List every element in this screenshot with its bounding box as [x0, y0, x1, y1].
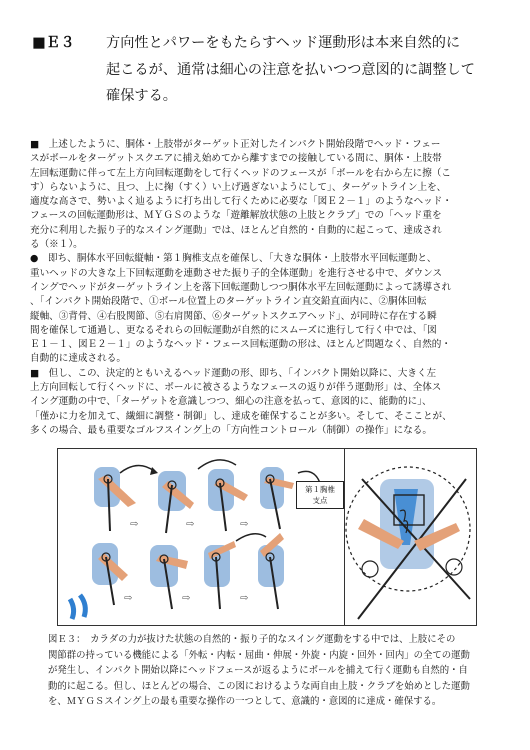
body-text: [30, 138, 502, 438]
section-title-line: 起こるが、通常は細心の注意を払いつつ意図的に調整して: [106, 61, 475, 78]
caption-line: 動的に起こる。但し、ほとんどの場合、この図におけるような両自由上肢・クラブを始めとした運動: [48, 680, 470, 692]
body-line: す）らないように、且つ、上に掬（すく）い上げ過ぎないようにして」、ターゲットライン上を、: [30, 181, 447, 193]
rotation-arrow-head-1: [150, 467, 158, 475]
swing-illustration: [58, 449, 476, 625]
club-head-detail-2: [80, 595, 85, 617]
body-line: ■ 但し、この、決定的ともいえるヘッド運動の形、即ち、「インパクト開始以降に、大きく左: [30, 367, 437, 379]
figure-e3: [57, 448, 477, 626]
body-line: 多くの場合、最も重要なゴルフスイング上の「方向性コントロール（制御）の操作」になる。: [30, 424, 432, 436]
body-line: 充分に利用した振り子的なスイング運動」では、ほとんど自然的・自動的に起こって、達成され: [30, 224, 442, 236]
section-title-line: 確保する。: [106, 88, 177, 104]
swing-sequence-top-row: [94, 460, 320, 533]
sequence-arrow-2: ⇨: [186, 519, 195, 530]
body-line: イング運動の中で、「ターゲットを意識しつつ、細心の注意を払って、意図的に、能動的に」、: [30, 396, 432, 408]
body-line: ● 即ち、胴体水平回転縦軸・第１胸椎支点を確保し、「大きな胴体・上肢帯水平回転運動と、: [30, 253, 437, 265]
body-line: ■ 上述したように、胴体・上肢帯がターゲット正対したインパクト開始段階でヘッド・フェー: [30, 139, 441, 150]
section-title: [106, 30, 475, 110]
pivot-callout: [296, 481, 344, 509]
caption-line: 図Ｅ３： カラダの力が抜けた状態の自然的・振り子的なスイング運動をする中では、上肢にその: [48, 634, 456, 645]
body-line: 重いヘッドの大きな上下回転運動を連動させた振り子的全体運動」を進行させる中で、ダウンス: [30, 267, 443, 279]
figure-caption: [48, 632, 498, 710]
rotation-arrow-2: [198, 460, 236, 469]
caption-line: 関節群の持っている機能による「外転・内転・屈曲・伸展・外旋・内旋・回外・回内」の全ての運動: [48, 649, 470, 661]
head-marker-right: [446, 559, 462, 575]
body-line: Ｅ１－１、図Ｅ２－１」のようなヘッド・フェース回転運動の形は、ほとんど問題なく、自然的・: [30, 339, 451, 351]
body-line: スがボールをターゲットスクエアに捕え始めてから離すまでの接触している間に、胴体・上肢帯: [30, 153, 442, 165]
sequence-arrow-5: ⇨: [182, 593, 191, 604]
section-label: ■Ｅ３: [32, 35, 75, 51]
rotation-arrow-4: [236, 534, 266, 541]
sequence-arrow-6: ⇨: [240, 593, 249, 604]
sequence-arrow-4: ⇨: [124, 593, 133, 604]
body-line: 縦軸、③背骨、④右股関節、⑤右肩関節、⑥ターゲットスクエアヘッド」、が同時に存在する瞬: [30, 310, 437, 322]
sequence-arrow-1: ⇨: [130, 519, 139, 530]
body-line: 左回転運動に伴って左上方向回転運動をして行くヘッドのフェースが「ボールを右から左に擦（こ: [30, 167, 451, 179]
sequence-arrow-3: ⇨: [240, 519, 249, 530]
section-title-line: 方向性とパワーをもたらすヘッド運動形は本来自然的に: [106, 35, 461, 51]
caption-line: を、ＭＹＧＳスイング上の最も重要な操作の一つとして、意識的・意図的に達成・確保する。: [48, 696, 442, 708]
body-line: 上方向回転して行くヘッドに、ボールに被さるようなフェースの返りが伴う運動形」は、全体ス: [30, 382, 442, 394]
body-line: イングでヘッドがターゲットライン上を落下回転運動しつつ胴体水平左回転運動によって誘導され: [30, 281, 452, 293]
caption-line: が発生し、インパクト開始以降にヘッドフェースが返るようにボールを捕えて行く運動も自然的・自: [48, 665, 468, 677]
section-heading: [32, 30, 502, 110]
torso-frame-6: [150, 545, 178, 587]
callout-line: 第１胸椎: [305, 485, 335, 494]
rotation-arrow-1: [120, 465, 154, 473]
club-head-detail-1: [70, 599, 74, 619]
body-line: る（※１）。: [30, 239, 83, 251]
body-line: 自動的に達成される。: [30, 353, 126, 365]
body-line: フェースの回転運動形は、ＭＹＧＳのような「遊離解放状態の上肢とクラブ」での「ヘッド重を: [30, 210, 442, 222]
callout-line: 支点: [312, 496, 328, 505]
body-line: 、「インパクト開始段階で、①ボール位置上のターゲットライン直交鉛直面内に、②胴体回転: [30, 296, 427, 308]
head-marker-left: [362, 561, 378, 577]
body-line: 「僅かに力を加えて、繊細に調整・制御」し、達成を確保することが多い。そして、そこことが、: [30, 410, 452, 422]
figure-divider: [344, 449, 345, 625]
overhead-swing-panel: [346, 467, 470, 619]
body-line: 間を確保して通過し、更なるそれらの回転運動が自然的にスムーズに進行して行く中では、「図: [30, 324, 437, 336]
body-line: 適度な高さで、勢いよく辿るように打ち出して行くために必要な「図Ｅ２－１」のようなヘッド・: [30, 196, 452, 208]
swing-sequence-bottom-row: [70, 533, 284, 619]
